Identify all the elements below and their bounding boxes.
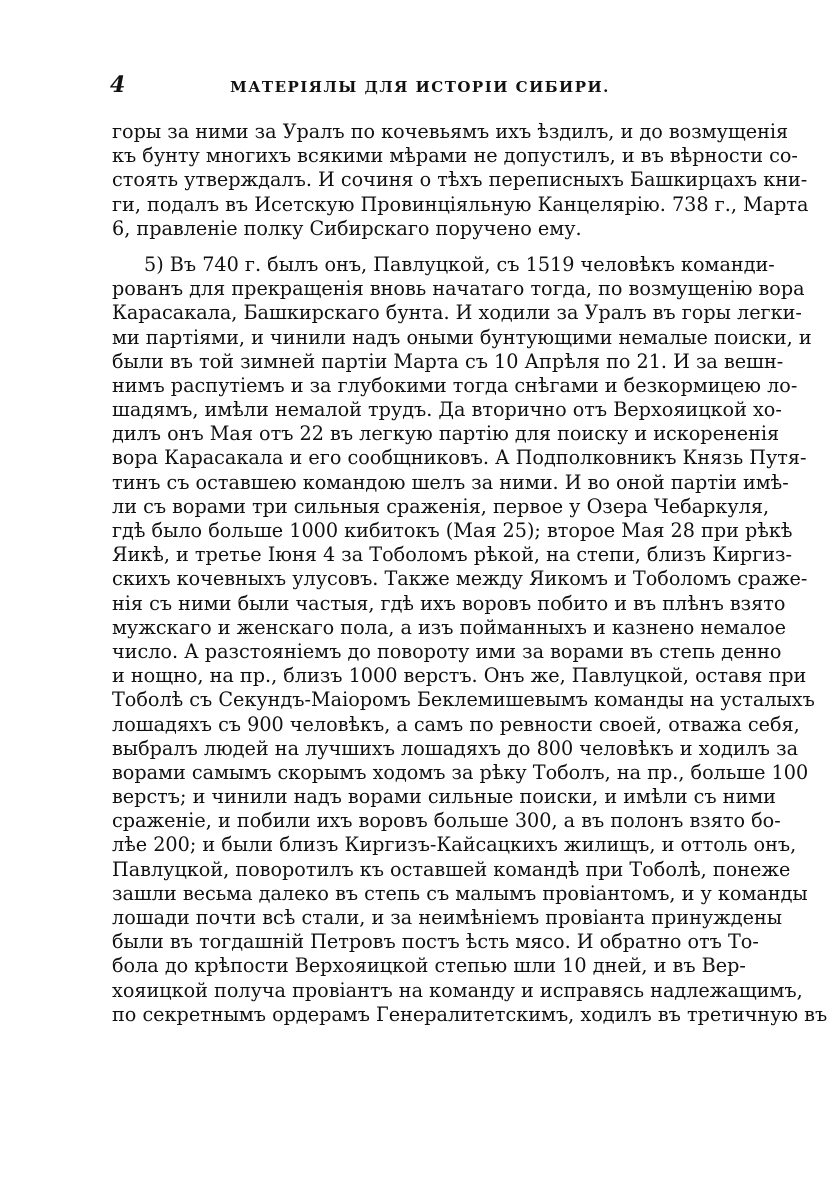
text-line: шадямъ, имѣли немалой трудъ. Да вторично отъ Верхояицкой хо- [112, 398, 782, 422]
paragraph [112, 252, 828, 1027]
text-line: горы за ними за Уралъ по кочевьямъ ихъ ѣздилъ, и до возмущенія [112, 120, 789, 143]
page-number: 4 [110, 72, 126, 98]
text-line: были въ тогдашній Петровъ постъ ѣсть мясо. И обратно отъ То- [112, 930, 759, 954]
running-title: МАТЕРІЯЛЫ ДЛЯ ИСТОРІИ СИБИРИ. [230, 78, 610, 96]
text-line: хояицкой получа провіантъ на команду и исправясь надлежащимъ, [112, 978, 803, 1002]
text-line: зашли весьма далеко въ степь съ малымъ провіантомъ, и у команды [112, 881, 808, 905]
text-line: Павлуцкой, поворотилъ къ оставшей командѣ при Тоболѣ, понеже [112, 857, 791, 881]
text-line: ли съ ворами три сильныя сраженія, первое у Озера Чебаркуля, [112, 494, 770, 518]
text-line: лѣе 200; и были близъ Киргизъ-Кайсацкихъ жилищъ, и оттоль онъ, [112, 833, 797, 857]
text-line: верстъ; и чинили надъ ворами сильные поиски, и имѣли съ ними [112, 785, 776, 809]
text-line: были въ той зимней партіи Марта съ 10 Апрѣля по 21. И за вешн- [112, 349, 784, 373]
text-line: нія съ ними были частыя, гдѣ ихъ воровъ побито и въ плѣнъ взято [112, 591, 786, 615]
text-line: и нощно, на пр., близъ 1000 верстъ. Онъ же, Павлуцкой, оставя при [112, 664, 807, 688]
page-body [112, 120, 828, 1027]
text-line: лошадяхъ съ 900 человѣкъ, а самъ по ревности своей, отважа себя, [112, 712, 800, 736]
text-line: мужскаго и женскаго пола, а изъ пойманныхъ и казнено немалое [112, 615, 787, 639]
text-line: стоять утверждалъ. И сочиня о тѣхъ переписныхъ Башкирцахъ кни- [112, 168, 808, 192]
text-line: къ бунту многихъ всякими мѣрами не допустилъ, и въ вѣрности со- [112, 144, 798, 168]
text-line: ги, подалъ въ Исетскую Провинціяльную Канцелярію. 738 г., Марта [112, 192, 809, 216]
text-line: выбралъ людей на лучшихъ лошадяхъ до 800 человѣкъ и ходилъ за [112, 736, 799, 760]
text-line: ми партіями, и чинили надъ оными бунтующими немалые поиски, и [112, 325, 812, 349]
paragraph-gap [112, 241, 738, 253]
text-line: скихъ кочевныхъ улусовъ. Также между Яикомъ и Тоболомъ сраже- [112, 567, 808, 591]
text-line: тинъ съ оставшею командою шелъ за ними. И во оной партіи имѣ- [112, 470, 789, 494]
text-line: нимъ распутіемъ и за глубокими тогда снѣгами и безкормицею ло- [112, 373, 798, 397]
text-line: сраженіе, и побили ихъ воровъ больше 300, а въ полонъ взято бо- [112, 809, 781, 833]
text-line: по секретнымъ ордерамъ Генералитетскимъ, ходилъ въ третичную въ [112, 1002, 828, 1026]
page-header [110, 72, 730, 102]
text-line: гдѣ было больше 1000 кибитокъ (Мая 25); второе Мая 28 при рѣкѣ [112, 519, 793, 542]
text-line: бола до крѣпости Верхояицкой степью шли 10 дней, и въ Вер- [112, 954, 746, 978]
paragraph [112, 120, 809, 241]
text-line: вора Карасакала и его сообщниковъ. А Подполковникъ Князь Путя- [112, 446, 807, 470]
text-line: 6, правленіе полку Сибирскаго поручено ему. [112, 216, 582, 240]
text-line: дилъ онъ Мая отъ 22 въ легкую партію для поиску и искорененія [112, 422, 780, 446]
text-line: рованъ для прекращенія вновь начатаго тогда, по возмущенію вора [112, 277, 805, 301]
text-line: лошади почти всѣ стали, и за неимѣніемъ провіанта принуждены [112, 906, 783, 929]
text-line: 5) Въ 740 г. былъ онъ, Павлуцкой, съ 1519 человѣкъ команди- [144, 252, 775, 276]
text-line: Карасакала, Башкирскаго бунта. И ходили за Уралъ въ горы легки- [112, 301, 802, 325]
text-line: число. А разстояніемъ до повороту ими за ворами въ степь денно [112, 639, 782, 663]
text-line: Тоболѣ съ Секундъ-Маіоромъ Беклемишевымъ команды на усталыхъ [112, 688, 815, 712]
text-line: Яикѣ, и третье Іюня 4 за Тоболомъ рѣкой, на степи, близъ Киргиз- [112, 543, 792, 567]
text-line: ворами самымъ скорымъ ходомъ за рѣку Тоболъ, на пр., больше 100 [112, 760, 809, 784]
